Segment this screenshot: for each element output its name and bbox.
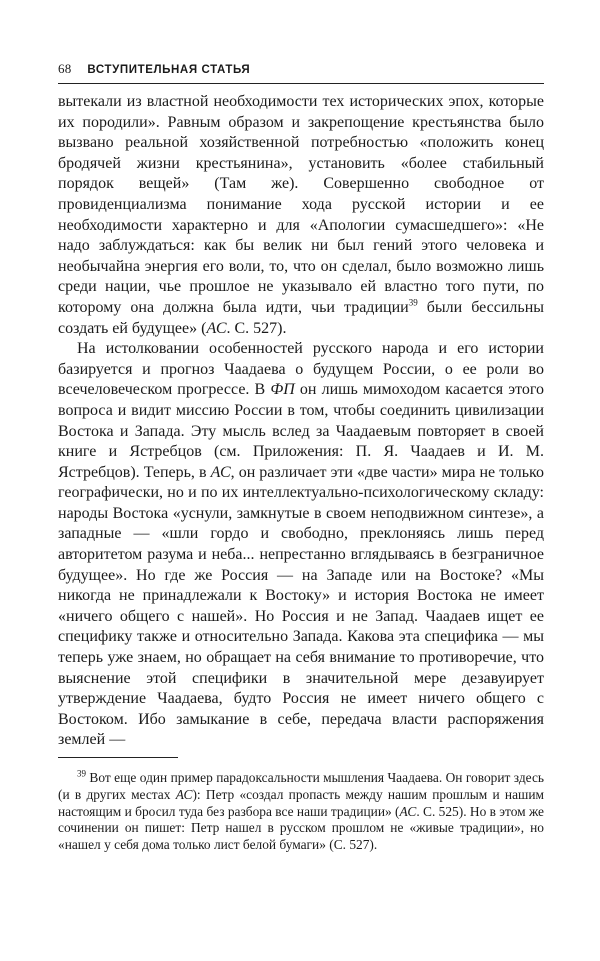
footnote-text-b: ): Петр «создал пропасть между нашим прошлым и нашим настоящим и бросил туда без разбора все наши традиции» ( (58, 786, 544, 819)
footnotes (58, 770, 544, 854)
book-page (58, 60, 544, 854)
running-head (58, 60, 544, 79)
source-abbreviation: АС (175, 786, 193, 802)
running-title: ВСТУПИТЕЛЬНАЯ СТАТЬЯ (87, 64, 251, 76)
paragraph-1-text-b: были бессильны создать ей будущее» ( (58, 298, 545, 337)
footnote-39 (58, 770, 544, 854)
paragraph-1-text-c: . С. 527). (226, 319, 287, 337)
paragraph-2-text-c: , он различает эти «две части» мира не только географически, но и по их интеллектуально-психологическому складу: народы Востока «уснули, замкнутые в своем неподвижном синтезе», а западные — «шли гордо и свободно, преклоняясь лишь перед авторитетом разума и неба... непрестанно вглядываясь в безграничное будущее». Но где же Россия — на Западе или на Востоке? «Мы никогда не принадлежали к Востоку» и история Востока не имеет «ничего общего с нашей». Но Россия и не Запад. Чаадаев ищет ее специфику также и относительно Запада. Какова эта специфика — мы теперь уже знаем, но обращает на себя внимание то противоречие, что выяснение этой специфики в значительной мере дезавуирует утверждение Чаадаева, будто Россия не имеет ничего общего с Востоком. Ибо замыкание в себе, передача власти распоряжения землей — (58, 463, 545, 749)
source-abbreviation: АС (206, 319, 227, 337)
footnote-text-a: Вот еще один пример парадоксальности мышления Чаадаева. Он говорит здесь (и в других местах (58, 770, 544, 802)
paragraph-2-text-b: он лишь мимоходом касается этого вопроса и видит миссию России в том, чтобы соединить цивилизации Востока и Запада. Эту мысль вслед за Чаадаевым повторяет в своей книге и Ястребцов (см. Приложения: П. Я. Чаадаев и И. М. Ястребцов). Теперь, в (58, 381, 545, 481)
main-text (58, 92, 544, 751)
header-rule (58, 83, 544, 84)
footnote-text-c: . С. 525). Но в этом же сочинении он пишет: Петр нашел в русском прошлом не «живые традиции», но «нашел у себя дома только лист белой бумаги» (С. 527). (58, 803, 544, 853)
paragraph-1-text-a: вытекали из властной необходимости тех исторических эпох, которые их породили». Равным образом и закрепощение крестьянства было вызвано реальной хозяйственной потребностью «положить конец бродячей жизни крестьянина», установить «более стабильный порядок вещей» (Там же). Совершенно свободное от провиденциализма понимание хода русской истории и ее необходимости характерно и для «Апологии сумасшедшего»: «Не надо заблуждаться: как бы велик ни был гений этого человека и необычайна энергия его воли, то, что он сделал, было возможно лишь среди нации, чье прошлое не указывало ей властно того пути, по которому она должна была идти, чьи традиции (58, 93, 544, 316)
footnote-mark: 39 (77, 768, 86, 779)
paragraph-1 (58, 92, 544, 339)
source-abbreviation: АС (210, 463, 231, 481)
source-abbreviation: АС (399, 803, 417, 819)
paragraph-2-text-a: На истолковании особенностей русского народа и его истории базируется и прогноз Чаадаева о будущем России, о ее роли во всечеловеческом прогрессе. В (58, 340, 544, 399)
footnote-rule (58, 757, 178, 758)
page-number: 68 (58, 61, 72, 76)
paragraph-2 (58, 339, 544, 751)
source-abbreviation: ФП (270, 381, 295, 399)
footnote-reference: 39 (408, 297, 418, 308)
